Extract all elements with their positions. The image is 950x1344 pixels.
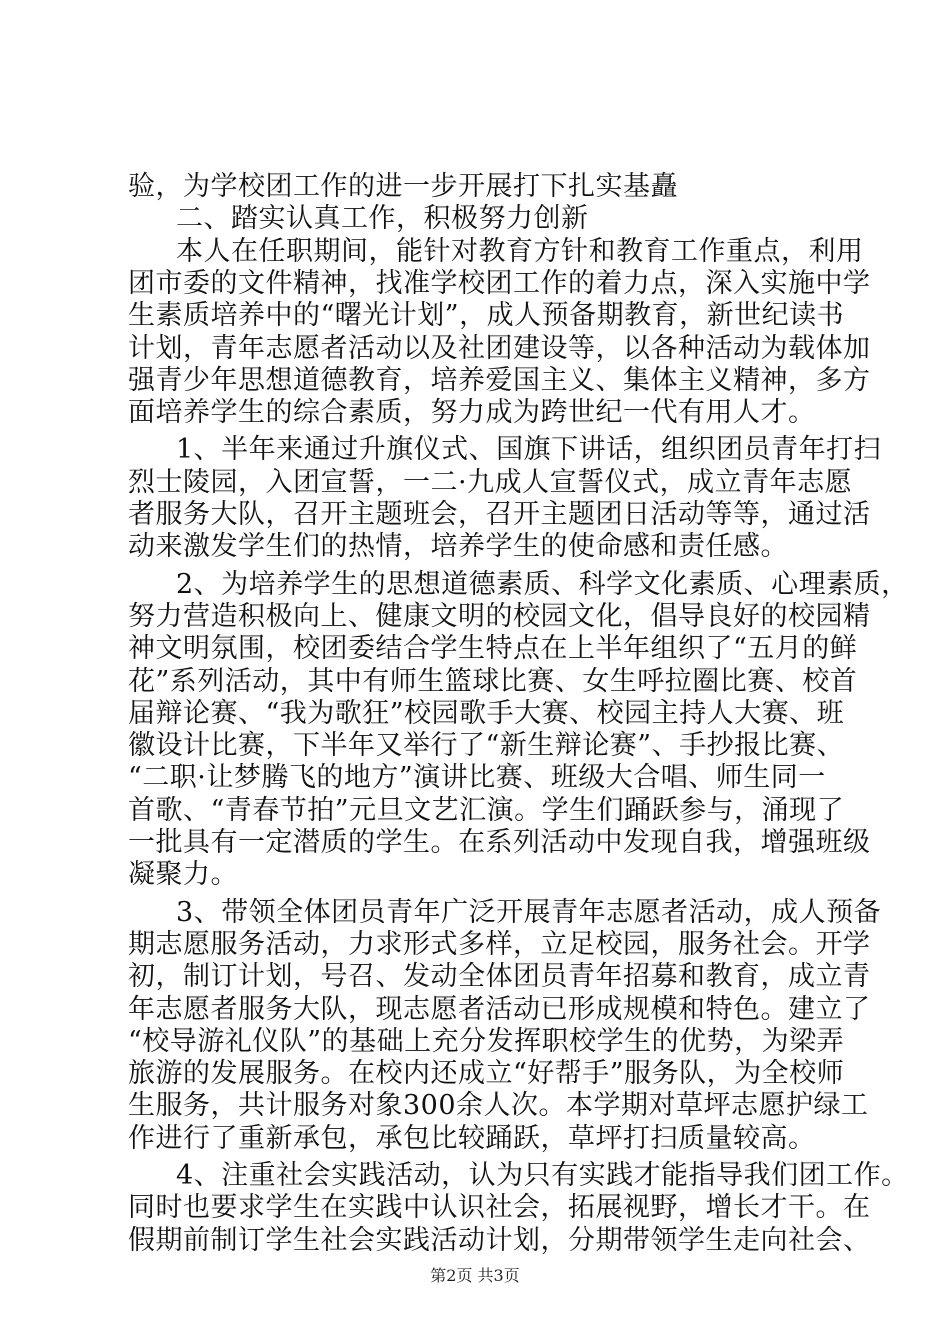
text-line: 4、注重社会实践活动，认为只有实践才能指导我们团工作。 — [176, 1160, 909, 1191]
text-line: 神文明氛围，校团委结合学生特点在上半年组织了“五月的鲜 — [128, 633, 858, 665]
text-line: 作进行了重新承包，承包比较踊跃，草坪打扫质量较高。 — [128, 1122, 816, 1154]
text-line: 旅游的发展服务。在校内还成立“好帮手”服务队，为全校师 — [128, 1058, 845, 1090]
page-footer: 第2页 共3页 — [430, 1266, 520, 1285]
text-line: 2、为培养学生的思想道德素质、科学文化素质、心理素质， — [176, 568, 909, 600]
text-line: 假期前制订学生社会实践活动计划，分期带领学生走向社会、 — [128, 1224, 871, 1256]
text-line: 徽设计比赛，下半年又举行了“新生辩论赛”、手抄报比赛、 — [128, 730, 845, 762]
text-line: 努力营造积极向上、健康文明的校园文化，倡导良好的校园精 — [128, 600, 871, 632]
text-line: 1、半年来通过升旗仪式、国旗下讲话，组织团员青年打扫 — [176, 434, 882, 466]
text-line: 强青少年思想道德教育，培养爱国主义、集体主义精神，多方 — [128, 364, 871, 396]
text-line: 二、踏实认真工作，积极努力创新 — [176, 203, 589, 235]
text-line: 计划，青年志愿者活动以及社团建设等，以各种活动为载体加 — [128, 332, 871, 364]
text-line: 期志愿服务活动，力求形式多样，立足校园，服务社会。开学 — [128, 928, 871, 960]
text-line: 3、带领全体团员青年广泛开展青年志愿者活动，成人预备 — [176, 896, 882, 928]
text-line: 初，制订计划，号召、发动全体团员青年招募和教育，成立青 — [128, 961, 871, 993]
text-line: 年志愿者服务大队，现志愿者活动已形成规模和特色。建立了 — [128, 993, 871, 1025]
text-line: 验，为学校团工作的进一步开展打下扎实基矗 — [128, 171, 678, 202]
text-line: 生素质培养中的“曙光计划”，成人预备期教育，新世纪读书 — [128, 300, 845, 332]
text-line: “校导游礼仪队”的基础上充分发挥职校学生的优势，为梁弄 — [128, 1025, 845, 1057]
text-line: 凝聚力。 — [128, 859, 238, 891]
text-line: 届辩论赛、“我为歌狂”校园歌手大赛、校园主持人大赛、班 — [128, 697, 845, 729]
text-line: 首歌、“青春节拍”元旦文艺汇演。学生们踊跃参与，涌现了 — [128, 794, 845, 826]
text-line: 一批具有一定潜质的学生。在系列活动中发现自我，增强班级 — [128, 827, 871, 858]
text-line: 团市委的文件精神，找准学校团工作的着力点，深入实施中学 — [128, 267, 871, 299]
text-line: 生服务，共计服务对象300余人次。本学期对草坪志愿护绿工 — [128, 1090, 869, 1122]
text-line: 动来激发学生们的热情，培养学生的使命感和责任感。 — [128, 531, 788, 563]
text-line: 同时也要求学生在实践中认识社会，拓展视野，增长才干。在 — [128, 1192, 871, 1224]
text-line: 者服务大队，召开主题班会，召开主题团日活动等等，通过活 — [128, 499, 871, 530]
text-line: 面培养学生的综合素质，努力成为跨世纪一代有用人才。 — [128, 397, 816, 429]
text-line: 花”系列活动，其中有师生篮球比赛、女生呼拉圈比赛、校首 — [128, 665, 858, 697]
text-line: 烈士陵园，入团宣誓，一二·九成人宣誓仪式，成立青年志愿 — [128, 466, 853, 498]
text-line: “二职·让梦腾飞的地方”演讲比赛、班级大合唱、师生同一 — [128, 762, 826, 794]
text-line: 本人在任职期间，能针对教育方针和教育工作重点，利用 — [176, 235, 864, 267]
